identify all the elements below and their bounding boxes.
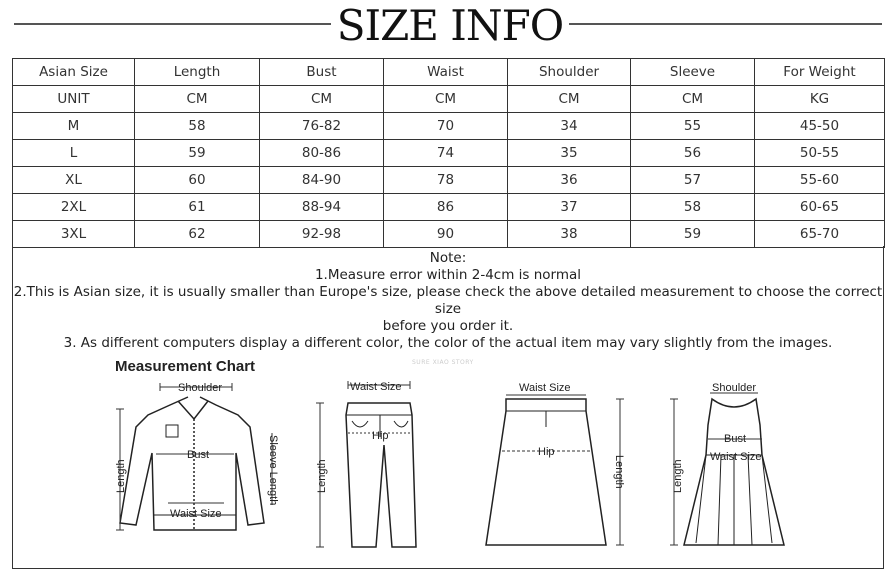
skirt-waist-label: Waist Size <box>519 382 571 394</box>
table-cell: 57 <box>631 167 755 194</box>
note-line-2a: 2.This is Asian size, it is usually smaller than Europe's size, please check the above detailed measurement to choose the correct size <box>13 284 883 317</box>
table-cell: 35 <box>508 140 631 167</box>
table-row <box>13 113 885 140</box>
table-cell: CM <box>384 86 508 113</box>
shirt-shoulder-label: Shoulder <box>178 382 223 394</box>
shirt-length-label: Length <box>115 459 127 493</box>
table-cell: 3XL <box>13 221 135 248</box>
table-cell: Length <box>135 59 260 86</box>
table-cell: KG <box>755 86 885 113</box>
page-title: SIZE INFO <box>336 1 564 50</box>
table-cell: 37 <box>508 194 631 221</box>
note-line-1: 1.Measure error within 2-4cm is normal <box>314 267 582 283</box>
dress-bust-label: Bust <box>724 433 747 445</box>
pants-waist-label: Waist Size <box>350 381 402 393</box>
table-cell: For Weight <box>755 59 885 86</box>
dress-illustration <box>666 375 806 555</box>
table-cell: 59 <box>135 140 260 167</box>
table-cell: UNIT <box>13 86 135 113</box>
watermark: SURE XIAO STORY <box>412 359 474 366</box>
shirt-sleeve-label: Sleeve Length <box>267 435 279 506</box>
table-cell: 86 <box>384 194 508 221</box>
table-cell: Asian Size <box>13 59 135 86</box>
table-cell: 34 <box>508 113 631 140</box>
size-table <box>12 58 885 248</box>
table-cell: 61 <box>135 194 260 221</box>
table-unit-row <box>13 86 885 113</box>
table-row <box>13 167 885 194</box>
table-cell: 60-65 <box>755 194 885 221</box>
note-heading: Note: <box>429 250 467 266</box>
table-cell: 58 <box>135 113 260 140</box>
table-cell: Bust <box>260 59 384 86</box>
table-cell: 92-98 <box>260 221 384 248</box>
pants-hip-label: Hip <box>372 430 389 442</box>
pants-illustration <box>312 375 422 555</box>
title-divider-right <box>569 23 882 25</box>
table-header-row <box>13 59 885 86</box>
dress-waist-label: Waist Size <box>710 451 762 463</box>
table-cell: CM <box>135 86 260 113</box>
pants-length-label: Length <box>316 459 328 493</box>
table-cell: 58 <box>631 194 755 221</box>
table-cell: 2XL <box>13 194 135 221</box>
table-cell: 59 <box>631 221 755 248</box>
skirt-hip-label: Hip <box>538 446 555 458</box>
table-cell: 36 <box>508 167 631 194</box>
table-cell: Waist <box>384 59 508 86</box>
table-cell: 88-94 <box>260 194 384 221</box>
table-cell: 38 <box>508 221 631 248</box>
skirt-length-label: Length <box>613 455 625 489</box>
note-line-2b: before you order it. <box>382 318 514 334</box>
table-cell: 80-86 <box>260 140 384 167</box>
table-cell: CM <box>631 86 755 113</box>
table-cell: CM <box>260 86 384 113</box>
shirt-waist-label: Waist Size <box>170 508 222 520</box>
table-cell: 45-50 <box>755 113 885 140</box>
table-cell: 70 <box>384 113 508 140</box>
table-cell: Shoulder <box>508 59 631 86</box>
table-row <box>13 194 885 221</box>
table-row <box>13 221 885 248</box>
table-cell: M <box>13 113 135 140</box>
table-cell: 56 <box>631 140 755 167</box>
skirt-illustration <box>470 375 640 550</box>
shirt-bust-label: Bust <box>187 449 210 461</box>
table-cell: 65-70 <box>755 221 885 248</box>
table-cell: 74 <box>384 140 508 167</box>
table-cell: 55-60 <box>755 167 885 194</box>
table-cell: 60 <box>135 167 260 194</box>
measurement-chart-title: Measurement Chart <box>115 358 256 375</box>
shirt-illustration <box>108 375 288 540</box>
table-cell: L <box>13 140 135 167</box>
table-cell: 84-90 <box>260 167 384 194</box>
title-divider-left <box>14 23 331 25</box>
table-cell: 90 <box>384 221 508 248</box>
table-cell: 62 <box>135 221 260 248</box>
table-cell: 55 <box>631 113 755 140</box>
table-cell: 76-82 <box>260 113 384 140</box>
dress-shoulder-label: Shoulder <box>712 382 757 394</box>
table-cell: CM <box>508 86 631 113</box>
table-row <box>13 140 885 167</box>
table-cell: 78 <box>384 167 508 194</box>
dress-length-label: Length <box>672 459 684 493</box>
title-row <box>0 0 896 54</box>
table-cell: 50-55 <box>755 140 885 167</box>
table-cell: XL <box>13 167 135 194</box>
table-cell: Sleeve <box>631 59 755 86</box>
note-line-3: 3. As different computers display a different color, the color of the actual item may vary slightly from the images. <box>63 335 833 351</box>
